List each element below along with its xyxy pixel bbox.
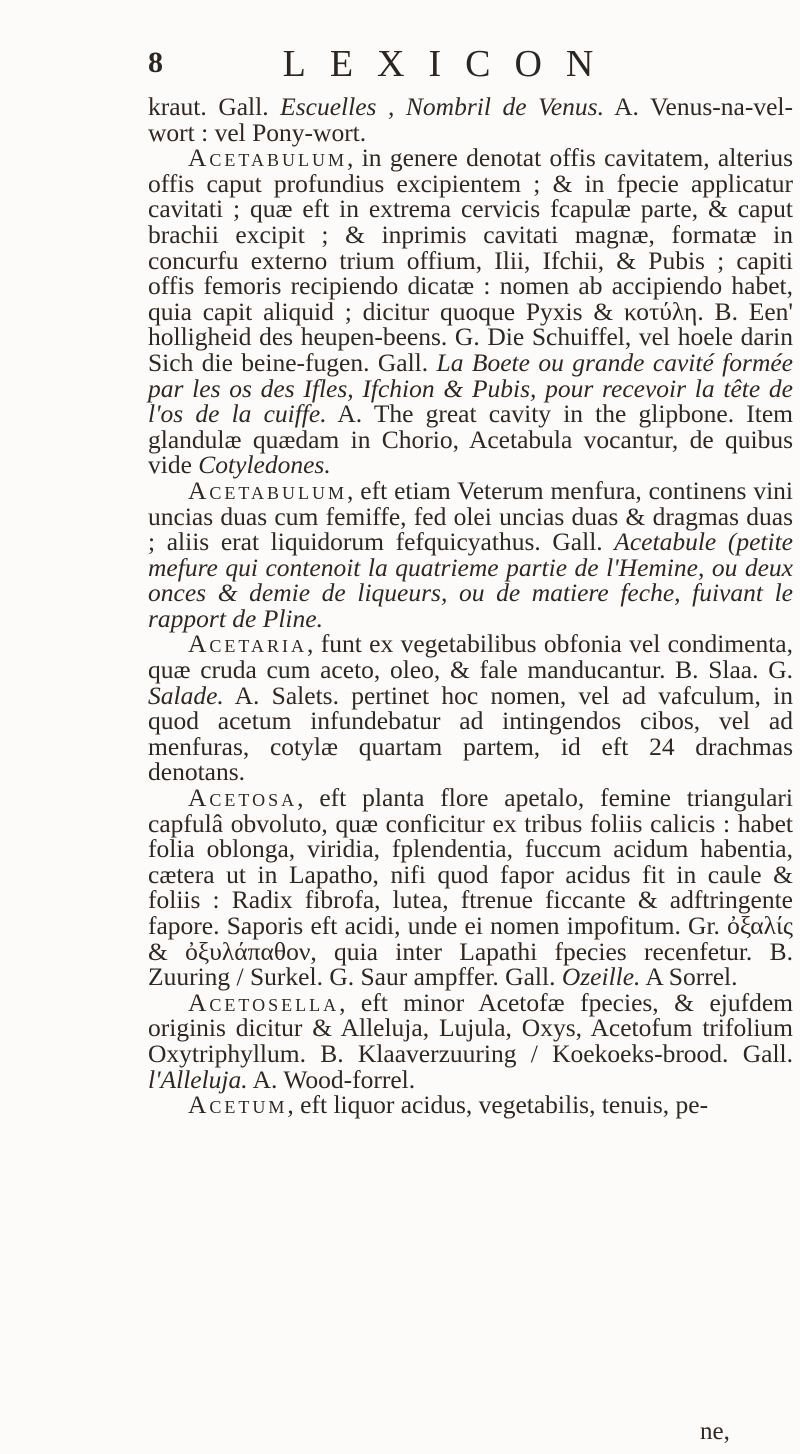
dictionary-entry — [148, 785, 793, 990]
text-run: , eft minor Acetofæ fpecies, & ejufdem originis dicitur & Alleluja, Lujula, Oxys, Acetofum trifolium Oxytriphyllum. B. Klaaverzuuring / Koekoeks-brood. Gall. — [148, 987, 793, 1068]
page-header — [0, 40, 800, 92]
dictionary-entry — [148, 145, 793, 478]
dictionary-entry — [148, 475, 793, 633]
text-run: , funt ex vegetabilibus obfonia vel condimenta, quæ cruda cum aceto, oleo, & fale manducantur. B. Slaa. G. — [148, 629, 793, 685]
text-run: kraut. Gall. — [148, 92, 281, 121]
dictionary-text — [148, 94, 793, 1118]
headword: Acetabulum — [188, 143, 347, 173]
text-run: A. Salets. pertinet hoc nomen, vel ad vafculum, in quod acetum infundebatur ad intingendos cibos, vel ad menfuras, cotylæ quartam partem, id eft 24 drachmas denotans. — [148, 680, 793, 787]
dictionary-entry — [148, 631, 793, 785]
headword: Acetabulum — [188, 475, 347, 505]
dictionary-entry — [148, 987, 793, 1094]
text-run: , eft etiam Veterum menfura, continens vini uncias duas cum femiffe, fed olei uncias duas & dragmas duas ; aliis erat liquidorum fefquicyathus. Gall. — [148, 475, 793, 557]
headword: Acetaria — [188, 629, 307, 659]
text-run: A. Venus-na-vel-wort : vel Pony-wort. — [148, 92, 793, 147]
italic-text: La Boete ou grande cavité formée par les os des Ifles, Ifchion & Pubis, pour recevoir la tête de l'os de la cuiffe. — [148, 347, 793, 429]
headword: Acetum — [188, 1090, 288, 1120]
dictionary-entry — [148, 1092, 793, 1118]
text-run: , in genere denotat offis cavitatem, alterius offis caput profundius excipientem ; & in fpecie applicatur cavitati ; quæ eft in extrema cervicis fcapulæ parte, & caput brachii excipit ; & inprimis cavitati magnæ, formatæ in concurfu externo trium offium, Ilii, Ifchii, & Pubis ; capiti offis femoris recipiendo dicatæ : nomen ab accipiendo habet, quia capit aliquid ; dicitur quoque Pyxis & κοτύλη. B. Een' holligheid des heupen-beens. G. Die Schuiffel, vel hoele darin Sich die beine-fugen. Gall. — [148, 143, 793, 377]
italic-text: Ozeille. — [561, 962, 641, 992]
catchword: ne, — [700, 1418, 730, 1445]
page-number: 8 — [148, 46, 163, 79]
italic-text: Escuelles , Nombril de Venus. — [280, 92, 604, 121]
italic-text: Acetabule (petite mefure qui contenoit la quatrieme partie de l'Hemine, ou deux onces & demie de liqueurs, ou de matiere feche, fuivant le rapport de Pline. — [148, 527, 793, 633]
continuation-text — [148, 94, 793, 145]
italic-text: Cotyledones. — [198, 450, 331, 480]
text-run: A. Wood-forrel. — [247, 1064, 416, 1094]
running-head: LEXICON — [282, 43, 618, 85]
text-run: , eft planta flore apetalo, femine triangulari capfulâ obvoluto, quæ conficitur ex tribus foliis calicis : habet folia oblonga, viridia, fplendentia, fuccum acidum habentia, cætera ut in Lapatho, nifi quod fapor acidus fit in caule & foliis : Radix fibrofa, lutea, ftrenue ficcante & adftringente fapore. Saporis eft acidi, unde ei nomen impofitum. Gr. ὀξαλίς & ὀξυλάπαθον, quia inter Lapathi fpecies recenfetur. B. Zuuring / Surkel. G. Saur ampffer. Gall. — [148, 783, 793, 992]
headword: Acetosa — [188, 783, 298, 813]
italic-text: l'Alleluja. — [148, 1064, 248, 1094]
text-run: A. The great cavity in the glipbone. Item glandulæ quædam in Chorio, Acetabula vocantur, de quibus vide — [148, 399, 793, 480]
headword: Acetosella — [188, 987, 340, 1017]
text-run: , eft liquor acidus, vegetabilis, tenuis, pe- — [287, 1090, 709, 1120]
text-run: A Sorrel. — [640, 962, 738, 992]
italic-text: Salade. — [148, 680, 224, 710]
